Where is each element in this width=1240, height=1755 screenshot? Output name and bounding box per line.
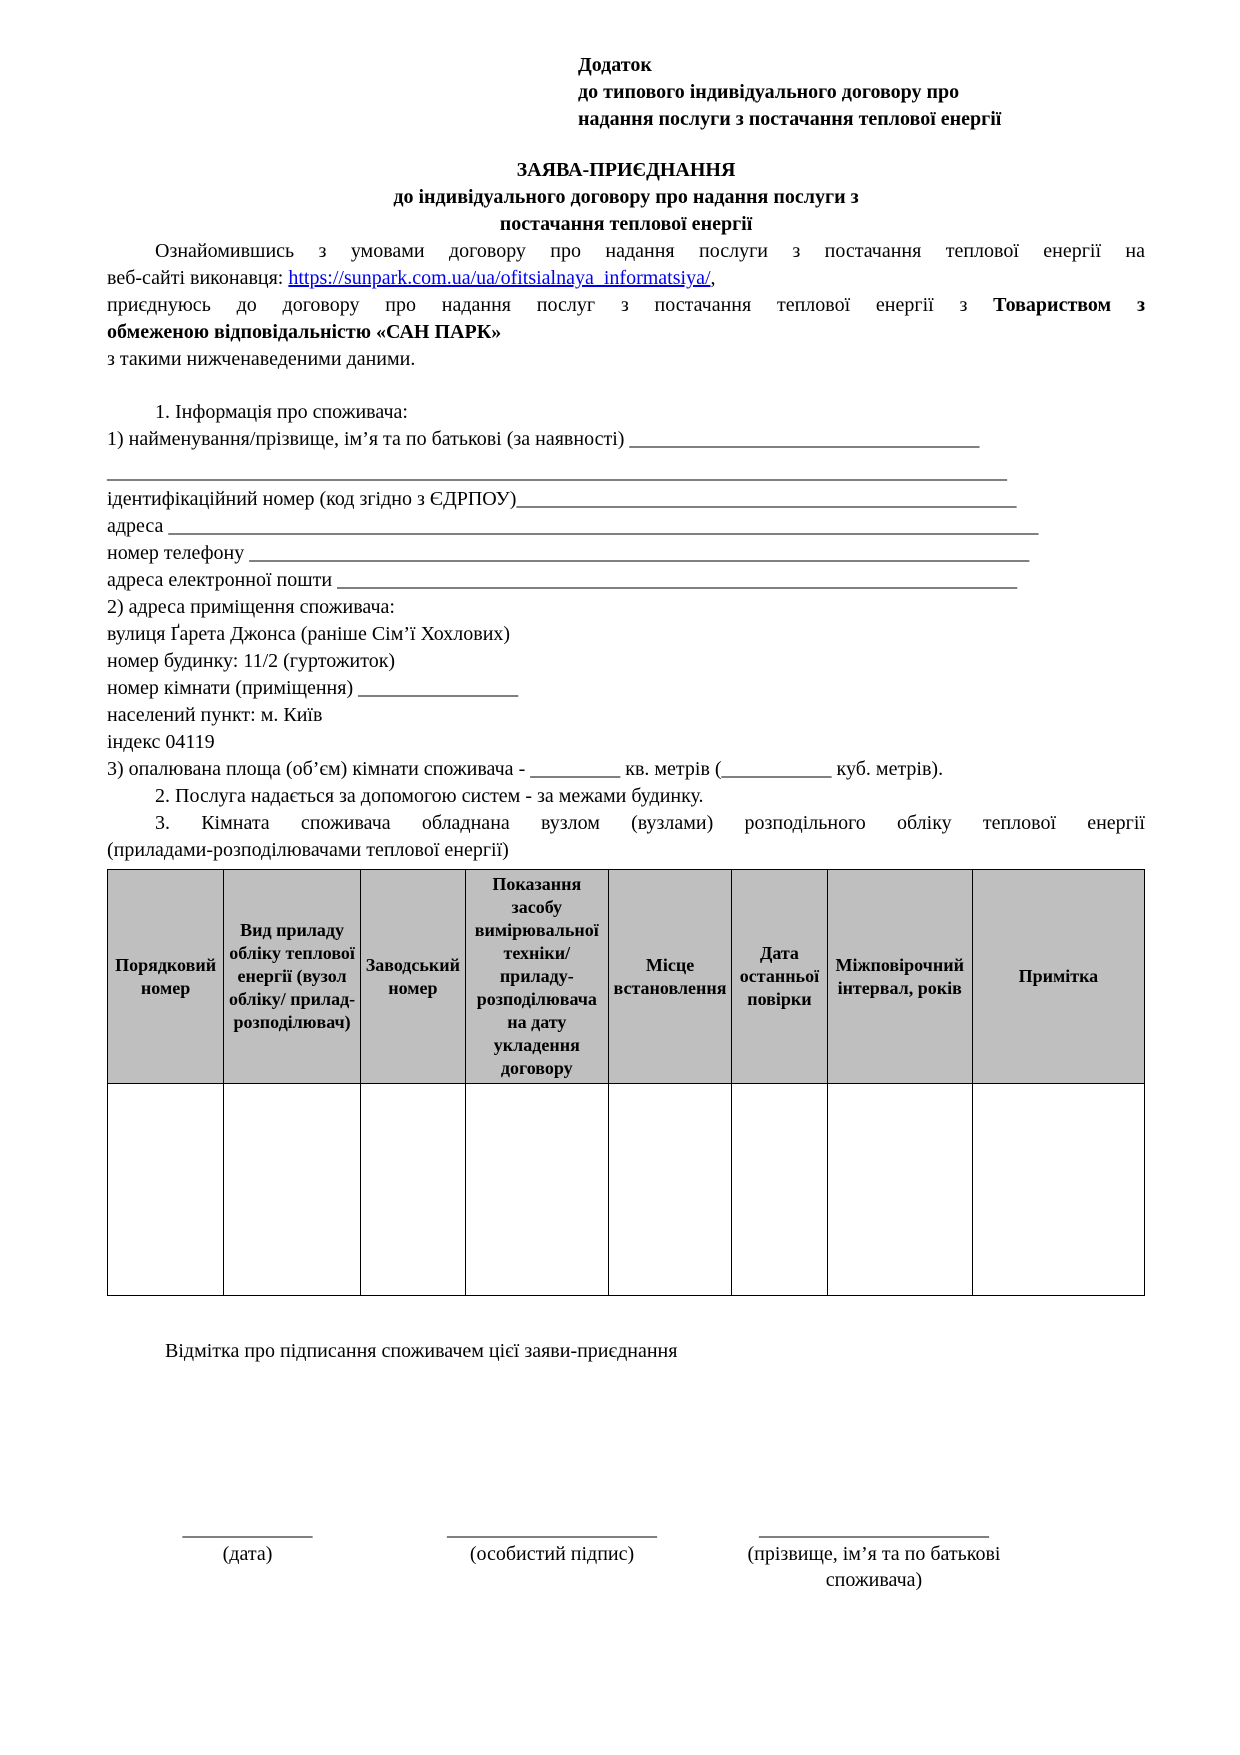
appendix-line-2: до типового індивідуального договору про: [578, 81, 960, 103]
subheading-premises-address: 2) адреса приміщення споживача:: [107, 596, 395, 618]
intro-line-3: [107, 292, 1145, 319]
col-header-last-verification-date: Дата останньої повірки: [732, 870, 827, 1084]
cell-readings: [465, 1084, 608, 1296]
signature-name-label: (прізвище, ім’я та по батькові: [747, 1543, 1001, 1565]
intro-join-text: приєднуюсь до договору про надання послуг з постачання теплової енергії з: [107, 294, 994, 316]
signature-name-label-2: споживача): [825, 1569, 923, 1591]
title-line-1: ЗАЯВА-ПРИЄДНАННЯ: [516, 159, 736, 181]
section3-line-1: 3. Кімната споживача обладнана вузлом (вузлами) розподільного обліку теплової енергії: [155, 812, 1145, 834]
signature-sign-label: (особистий підпис): [469, 1543, 635, 1565]
premises-street: вулиця Ґарета Джонса (раніше Сім’ї Хохлових): [107, 623, 511, 645]
appendix-block: [578, 52, 1145, 133]
premises-building: номер будинку: 11/2 (гуртожиток): [107, 650, 396, 672]
signature-date-label: (дата): [222, 1543, 273, 1565]
field-heated-area: 3) опалювана площа (об’єм) кімнати споживача - _________ кв. метрів (___________ куб. метрів).: [107, 758, 944, 780]
website-label: веб-сайті виконавця:: [107, 267, 289, 289]
cell-note: [972, 1084, 1144, 1296]
signature-name-blank: _______________________: [759, 1518, 989, 1540]
appendix-line-1: Додаток: [578, 54, 652, 76]
signature-date-field: [165, 1517, 330, 1567]
section3-line-2: (приладами-розподілювачами теплової енергії): [107, 839, 509, 861]
col-header-verification-interval: Міжповірочний інтервал, років: [827, 870, 972, 1084]
company-name-part1: Товариством з: [993, 294, 1145, 316]
signature-row: [107, 1517, 1145, 1593]
signature-sign-field: [442, 1517, 662, 1567]
table-row: [108, 1084, 1145, 1296]
signature-note: Відмітка про підписання споживачем цієї заяви-приєднання: [165, 1340, 678, 1362]
appendix-line-3: надання послуги з постачання теплової енергії: [578, 108, 1002, 130]
table-header-row: [108, 870, 1145, 1084]
col-header-factory-number: Заводський номер: [361, 870, 466, 1084]
cell-installation-place: [608, 1084, 731, 1296]
field-address: адреса _______________________________________________________________________________________: [107, 515, 1039, 537]
intro-line-2: [107, 265, 1145, 292]
title-line-2: до індивідуального договору про надання послуги з: [393, 186, 859, 208]
cell-last-verification-date: [732, 1084, 827, 1296]
meters-table: [107, 869, 1145, 1296]
signature-sign-blank: _____________________: [447, 1518, 657, 1540]
document-title: [107, 157, 1145, 238]
section2-text: 2. Послуга надається за допомогою систем - за межами будинку.: [155, 785, 704, 807]
intro-paragraph: [107, 238, 1145, 373]
provider-website-link[interactable]: https://sunpark.com.ua/ua/ofitsialnaya_informatsiya/: [288, 267, 711, 289]
cell-verification-interval: [827, 1084, 972, 1296]
cell-serial-number: [108, 1084, 224, 1296]
field-phone: номер телефону ______________________________________________________________________________: [107, 542, 1030, 564]
premises-postcode: індекс 04119: [107, 731, 215, 753]
col-header-installation-place: Місце встановлення: [608, 870, 731, 1084]
col-header-serial-number: Порядковий номер: [108, 870, 224, 1084]
cell-device-type: [224, 1084, 361, 1296]
section1-heading: 1. Інформація про споживача:: [155, 401, 408, 423]
field-consumer-name: 1) найменування/прізвище, ім’я та по батькові (за наявності) ___________________________________: [107, 428, 980, 450]
col-header-readings: Показання засобу вимірювальної техніки/ приладу-розподілювача на дату укладення договору: [465, 870, 608, 1084]
field-consumer-name-continued: __________________________________________________________________________________________: [107, 461, 1007, 483]
col-header-note: Примітка: [972, 870, 1144, 1084]
intro-line-5: з такими нижченаведеними даними.: [107, 348, 416, 370]
signature-name-field: [740, 1517, 1008, 1593]
company-name-part2: обмеженою відповідальністю «САН ПАРК»: [107, 321, 502, 343]
col-header-device-type: Вид приладу обліку теплової енергії (вузол обліку/ прилад-розподілювач): [224, 870, 361, 1084]
premises-room: номер кімнати (приміщення) ________________: [107, 677, 519, 699]
signature-date-blank: _____________: [182, 1518, 313, 1540]
field-email: адреса електронної пошти ____________________________________________________________________: [107, 569, 1018, 591]
field-id-number: ідентифікаційний номер (код згідно з ЄДРПОУ)__________________________________________________: [107, 488, 1017, 510]
cell-factory-number: [361, 1084, 466, 1296]
title-line-3: постачання теплової енергії: [499, 213, 753, 235]
intro-line-1: Ознайомившись з умовами договору про надання послуги з постачання теплової енергії на: [155, 240, 1145, 262]
premises-city: населений пункт: м. Київ: [107, 704, 323, 726]
consumer-info-section: [107, 399, 1145, 864]
intro-comma: ,: [710, 267, 716, 289]
